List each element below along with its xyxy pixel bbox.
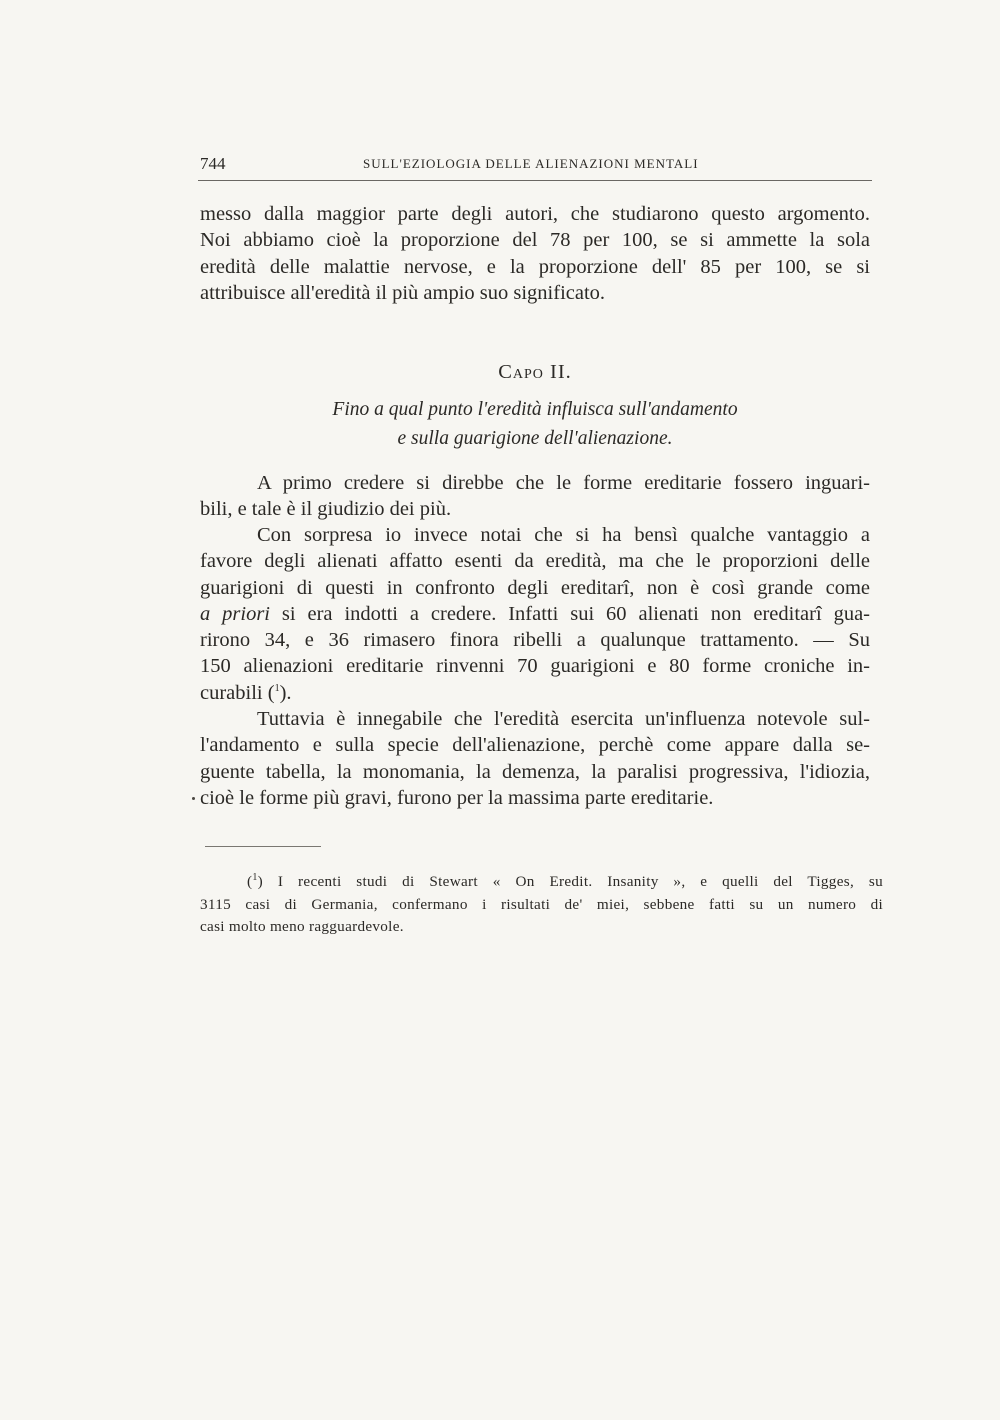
page-header — [198, 152, 872, 181]
paragraph-1 — [200, 201, 870, 306]
footnote-reference: 1 — [274, 682, 280, 694]
footnote — [200, 871, 883, 939]
text-line: l'andamento e sulla specie dell'alienazione, perchè come appare dalla se- — [200, 734, 870, 757]
text-segment: curabili ( — [200, 681, 275, 704]
text-line: bili, e tale è il giudizio dei più. — [200, 498, 452, 521]
chapter-subtitle — [200, 395, 870, 453]
text-line: A primo credere si direbbe che le forme ereditarie fossero inguari- — [257, 472, 870, 494]
text-line: messo dalla maggior parte degli autori, che studiarono questo argomento. — [200, 203, 870, 225]
text-line — [200, 680, 870, 706]
paragraph-3 — [200, 522, 870, 706]
text-line: rirono 34, e 36 rimasero finora ribelli a qualunque trattamento. — Su — [200, 629, 870, 652]
paragraph-2 — [200, 470, 870, 523]
text-line: guente tabella, la monomania, la demenza, la paralisi progressiva, l'idiozia, — [200, 760, 870, 783]
chapter-number: II. — [550, 361, 572, 383]
text-segment: ) I recenti studi di Stewart « On Eredit. Insanity », e quelli del Tigges, su — [257, 873, 883, 890]
text-line: 150 alienazioni ereditarie rinvenni 70 guarigioni e 80 forme croniche in- — [200, 655, 870, 678]
footnote-line: casi molto meno ragguardevole. — [200, 918, 404, 935]
chapter-heading — [200, 361, 870, 384]
text-line — [200, 601, 870, 627]
text-line: cioè le forme più gravi, furono per la massima parte ereditarie. — [200, 786, 714, 809]
italic-phrase: a priori — [200, 602, 271, 625]
text-line: favore degli alienati affatto esenti da eredità, ma che le proporzioni delle — [200, 550, 870, 573]
text-line: Noi abbiamo cioè la proporzione del 78 per 100, se si ammette la sola — [200, 229, 870, 252]
text-line: Con sorpresa io invece notai che si ha bensì qualche vantaggio a — [257, 524, 870, 546]
page-number: 744 — [200, 154, 226, 173]
text-segment: ). — [279, 681, 292, 704]
text-line: attribuisce all'eredità il più ampio suo significato. — [200, 281, 606, 304]
text-line: Tuttavia è innegabile che l'eredità esercita un'influenza notevole sul- — [257, 708, 870, 730]
chapter-label: Capo — [498, 361, 544, 383]
text-line: guarigioni di questi in confronto degli ereditarî, non è così grande come — [200, 576, 870, 599]
text-line: eredità delle malattie nervose, e la proporzione dell' 85 per 100, se si — [200, 255, 870, 278]
margin-mark — [192, 797, 195, 800]
chapter-subtitle-line: e sulla guarigione dell'alienazione. — [397, 428, 673, 449]
paragraph-4 — [200, 706, 870, 811]
footnote-divider — [205, 846, 321, 847]
footnote-line: 3115 casi di Germania, confermano i risultati de' miei, sebbene fatti su un numero di — [200, 895, 883, 913]
running-head: SULL'EZIOLOGIA DELLE ALIENAZIONI MENTALI — [363, 156, 699, 171]
footnote-marker: 1 — [252, 871, 258, 883]
text-segment: si era indotti a credere. Infatti sui 60 alienati non ereditarî gua- — [270, 602, 870, 625]
footnote-line: ($^1$) I recenti studi di Stewart « On Eredit. Insanity », e quelli del Tigges, su — [247, 871, 883, 890]
chapter-subtitle-line: Fino a qual punto l'eredità influisca sull'andamento — [332, 399, 738, 420]
